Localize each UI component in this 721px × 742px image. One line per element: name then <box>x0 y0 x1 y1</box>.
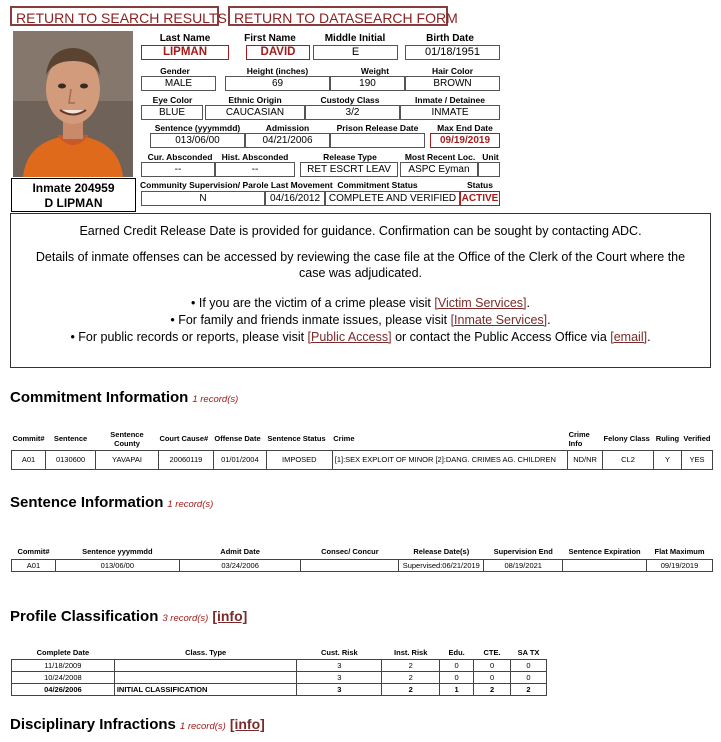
recent-loc-value: ASPC Eyman <box>400 162 478 177</box>
col-header: Sentence Status <box>267 434 326 444</box>
bullet-public-text: • For public records or reports, please visit <box>70 330 308 344</box>
table-cell <box>114 671 297 683</box>
col-header: Sentence yyymmdd <box>82 547 153 557</box>
commitment-heading <box>10 389 238 406</box>
notice-box <box>10 213 711 368</box>
eye-color-label: Eye Color <box>152 95 193 105</box>
col-header: SA TX <box>517 647 540 657</box>
commitment-record-count: 1 record(s) <box>192 394 239 405</box>
table-cell: 0 <box>511 659 547 671</box>
sentence-title: Sentence Information <box>10 494 164 511</box>
col-header: Crime Info <box>568 429 590 448</box>
table-cell <box>114 659 297 671</box>
col-header: Sentence Expiration <box>568 547 641 557</box>
table-cell: 08/19/2021 <box>484 559 563 571</box>
commitment-header-row <box>12 428 713 450</box>
inmate-number: Inmate 204959 <box>32 181 115 195</box>
status-label: Status <box>467 180 493 190</box>
sentence-value: 013/06/00 <box>150 133 245 148</box>
custody-class-value: 3/2 <box>305 105 400 120</box>
ethnic-origin-label: Ethnic Origin <box>228 95 282 105</box>
col-header: Court Cause# <box>159 434 209 444</box>
col-header: Supervision End <box>493 547 553 557</box>
cur-absconded-label: Cur. Absconded <box>147 152 213 162</box>
col-header: Crime <box>333 434 355 444</box>
disciplinary-heading <box>10 716 265 733</box>
first-name-value: DAVID <box>246 45 310 60</box>
table-cell: 04/26/2006 <box>12 683 115 695</box>
profile-header-row <box>12 646 547 659</box>
commitment-table <box>11 428 713 470</box>
table-cell: Y <box>653 450 681 469</box>
table-cell: INITIAL CLASSIFICATION <box>114 683 297 695</box>
table-cell: A01 <box>12 450 46 469</box>
prison-release-label: Prison Release Date <box>336 123 419 133</box>
table-row <box>12 683 547 695</box>
col-header: Release Date(s) <box>413 547 470 557</box>
bullet-public-mid: or contact the Public Access Office via <box>391 330 611 344</box>
gender-label: Gender <box>160 66 190 76</box>
cur-absconded-value: -- <box>141 162 215 177</box>
gender-value: MALE <box>141 76 216 91</box>
inmate-short-name: D LIPMAN <box>44 196 103 210</box>
table-cell: 2 <box>511 683 547 695</box>
table-cell: 0 <box>440 671 474 683</box>
weight-label: Weight <box>360 66 390 76</box>
notice-earned-credit: Earned Credit Release Date is provided for guidance. Confirmation can be sought by contacting ADC. <box>79 224 642 238</box>
middle-initial-label: Middle Initial <box>324 33 386 44</box>
col-header: Cust. Risk <box>321 647 358 657</box>
table-cell: 0 <box>511 671 547 683</box>
profile-heading <box>10 608 247 625</box>
table-cell: 2 <box>382 683 440 695</box>
birth-date-label: Birth Date <box>426 33 474 44</box>
bullet-inmate-end: . <box>547 313 551 327</box>
unit-label: Unit <box>482 152 499 162</box>
table-cell: ND/NR <box>568 450 603 469</box>
admission-value: 04/21/2006 <box>245 133 330 148</box>
profile-title: Profile Classification <box>10 608 159 625</box>
table-cell: 01/01/2004 <box>213 450 266 469</box>
table-row <box>12 671 547 683</box>
first-name-label: First Name <box>244 33 296 44</box>
notice-bullet-inmate <box>11 312 710 328</box>
last-name-value: LIPMAN <box>141 45 229 60</box>
table-cell: 2 <box>382 659 440 671</box>
table-cell: 20060119 <box>158 450 213 469</box>
commitment-status-value: COMPLETE AND VERIFIED <box>325 191 460 206</box>
table-cell: A01 <box>12 559 56 571</box>
unit-value <box>478 162 500 177</box>
hist-absconded-label: Hist. Absconded <box>221 152 289 162</box>
table-cell: YES <box>681 450 712 469</box>
bullet-public-end: . <box>647 330 651 344</box>
table-cell <box>563 559 647 571</box>
table-cell: 0130600 <box>46 450 96 469</box>
commitment-title: Commitment Information <box>10 389 189 406</box>
table-cell: 11/18/2009 <box>12 659 115 671</box>
table-cell: 013/06/00 <box>55 559 179 571</box>
admission-label: Admission <box>265 123 310 133</box>
profile-info-link[interactable]: [info] <box>212 608 248 624</box>
col-header: Commit# <box>12 434 45 444</box>
inmate-id-box <box>11 178 136 212</box>
col-header: Felony Class <box>603 434 650 444</box>
table-cell: 2 <box>382 671 440 683</box>
sentence-header-row <box>12 545 713 559</box>
table-cell: 0 <box>474 659 511 671</box>
inmate-services-link[interactable]: [Inmate Services] <box>450 313 548 327</box>
col-header: Commit# <box>17 547 50 557</box>
table-cell: CL2 <box>603 450 654 469</box>
col-header: Inst. Risk <box>394 647 428 657</box>
table-cell: YAVAPAI <box>96 450 159 469</box>
col-header: CTE. <box>483 647 501 657</box>
disciplinary-info-link[interactable]: [info] <box>229 716 265 732</box>
table-cell: 3 <box>297 683 382 695</box>
col-header: Offense Date <box>214 434 261 444</box>
col-header: Class. Type <box>185 647 227 657</box>
table-row <box>12 559 713 571</box>
return-to-search-results-button[interactable]: RETURN TO SEARCH RESULTS <box>10 6 219 26</box>
commitment-status-label: Commitment Status <box>337 180 418 190</box>
sentence-table <box>11 545 713 572</box>
col-header: Edu. <box>448 647 465 657</box>
table-cell: Supervised:06/21/2019 <box>399 559 484 571</box>
community-supervision-value: N <box>141 191 265 206</box>
col-header: Flat Maximum <box>654 547 705 557</box>
ethnic-origin-value: CAUCASIAN <box>205 105 305 120</box>
public-access-link[interactable]: [Public Access] <box>307 330 392 344</box>
hair-color-label: Hair Color <box>431 66 474 76</box>
table-cell: 3 <box>297 671 382 683</box>
bullet-victim-text: • If you are the victim of a crime please visit <box>191 296 435 310</box>
table-cell: IMPOSED <box>266 450 332 469</box>
custody-class-label: Custody Class <box>320 95 380 105</box>
status-value: ACTIVE <box>461 193 499 204</box>
hair-color-value: BROWN <box>405 76 500 91</box>
max-end-value: 09/19/2019 <box>430 133 500 148</box>
table-row <box>12 450 713 469</box>
table-cell: 10/24/2008 <box>12 671 115 683</box>
community-supervision-label: Community Supervision/ Parole Last Movement <box>140 180 333 190</box>
col-header: Consec/ Concur <box>321 547 379 557</box>
col-header: Sentence <box>53 434 88 444</box>
height-value: 69 <box>225 76 330 91</box>
bullet-victim-end: . <box>526 296 530 310</box>
disciplinary-title: Disciplinary Infractions <box>10 716 176 733</box>
release-type-label: Release Type <box>323 152 377 162</box>
victim-services-link[interactable]: [Victim Services] <box>434 296 527 310</box>
disciplinary-record-count: 1 record(s) <box>179 721 226 732</box>
birth-date-value: 01/18/1951 <box>405 45 500 60</box>
table-cell: 09/19/2019 <box>647 559 713 571</box>
col-header: Complete Date <box>36 647 90 657</box>
weight-value: 190 <box>330 76 405 91</box>
sentence-label: Sentence (yyymmdd) <box>154 123 241 133</box>
notice-bullet-victim <box>11 295 710 311</box>
col-header: Admit Date <box>220 547 260 557</box>
last-name-label: Last Name <box>159 33 211 44</box>
eye-color-value: BLUE <box>141 105 203 120</box>
inmate-detainee-label: Inmate / Detainee <box>415 95 485 105</box>
table-cell: 2 <box>474 683 511 695</box>
release-type-value: RET ESCRT LEAV <box>300 162 398 177</box>
notice-offense-details: Details of inmate offenses can be accessed by reviewing the case file at the Office of the Clerk of the Court where the case was adjudicated. <box>35 250 686 280</box>
recent-loc-label: Most Recent Loc. <box>404 152 476 162</box>
bullet-inmate-text: • For family and friends inmate issues, please visit <box>170 313 451 327</box>
height-label: Height (inches) <box>246 66 309 76</box>
table-row <box>12 659 547 671</box>
middle-initial-value: E <box>313 45 398 60</box>
sentence-heading <box>10 494 213 511</box>
profile-table <box>11 646 547 696</box>
sentence-record-count: 1 record(s) <box>167 499 214 510</box>
email-link[interactable]: [email] <box>610 330 648 344</box>
return-to-datasearch-form-button[interactable]: RETURN TO DATASEARCH FORM <box>228 6 448 26</box>
hist-absconded-value: -- <box>215 162 295 177</box>
table-cell: 0 <box>474 671 511 683</box>
table-cell: 0 <box>440 659 474 671</box>
last-movement-value: 04/16/2012 <box>265 191 325 206</box>
col-header: Sentence County <box>110 429 144 448</box>
table-cell <box>301 559 399 571</box>
col-header: Ruling <box>655 434 680 444</box>
max-end-label: Max End Date <box>437 123 493 133</box>
prison-release-value <box>330 133 425 148</box>
profile-record-count: 3 record(s) <box>162 613 209 624</box>
col-header: Verified <box>683 434 711 444</box>
table-cell: 1 <box>440 683 474 695</box>
inmate-detainee-value: INMATE <box>400 105 500 120</box>
table-cell: 3 <box>297 659 382 671</box>
notice-bullet-public <box>11 329 710 345</box>
table-cell: 03/24/2006 <box>179 559 301 571</box>
table-cell: [1]:SEX EXPLOIT OF MINOR [2]:DANG. CRIMES AG. CHILDREN <box>332 450 567 469</box>
inmate-photo <box>13 31 133 177</box>
